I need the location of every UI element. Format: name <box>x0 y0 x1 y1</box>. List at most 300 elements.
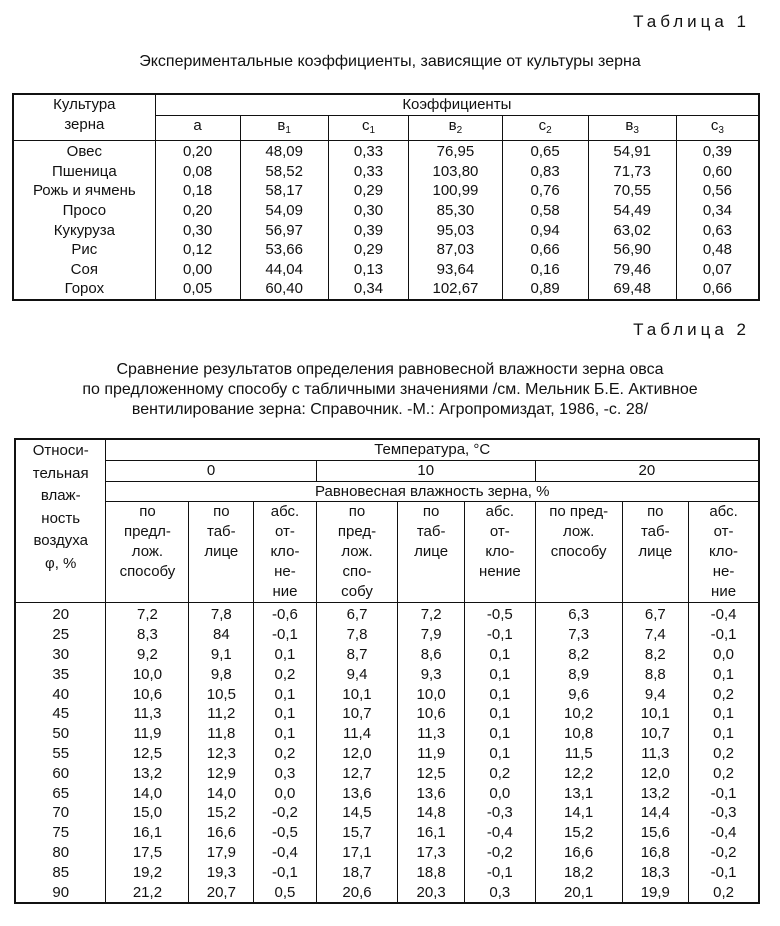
coef-col-subscript: 3 <box>718 124 724 136</box>
moisture-cell: 10,6 <box>398 704 465 724</box>
moisture-cell: -0,2 <box>254 803 317 823</box>
humidity-cell: 70 <box>15 803 106 823</box>
table1-caption: Таблица 1 <box>633 12 750 31</box>
temperature-value: 20 <box>535 460 759 481</box>
moisture-cell: 6,7 <box>316 603 398 625</box>
table-row <box>15 625 759 645</box>
table2-title-line1: Сравнение результатов определения равновесной влажности зерна овса <box>116 361 664 378</box>
coef-cell: 71,73 <box>588 162 676 182</box>
moisture-cell: 16,1 <box>398 823 465 843</box>
moisture-cell: 15,0 <box>106 803 189 823</box>
subheader-line: абс. <box>270 503 300 521</box>
humidity-cell: 45 <box>15 704 106 724</box>
moisture-cell: 9,4 <box>316 665 398 685</box>
subheader-line: способу <box>119 563 176 581</box>
method-subheader <box>622 502 689 603</box>
subheader-line: по <box>139 503 156 521</box>
moisture-cell: -0,3 <box>464 803 535 823</box>
moisture-cell: 16,8 <box>622 843 689 863</box>
coef-cell: 93,64 <box>409 260 503 280</box>
moisture-cell: 15,2 <box>189 803 254 823</box>
moisture-cell: -0,2 <box>689 843 759 863</box>
coef-cell: 69,48 <box>588 279 676 300</box>
coef-cell: 0,66 <box>676 279 759 300</box>
humidity-cell: 50 <box>15 724 106 744</box>
table-row <box>15 724 759 744</box>
moisture-cell: 19,2 <box>106 863 189 883</box>
method-subheader <box>689 502 759 603</box>
subheader-line: не- <box>712 563 735 581</box>
moisture-cell: 14,0 <box>106 784 189 804</box>
table-row <box>13 240 759 260</box>
moisture-cell: 14,8 <box>398 803 465 823</box>
coef-cell: 54,91 <box>588 141 676 162</box>
moisture-cell: 0,0 <box>464 784 535 804</box>
moisture-cell: 14,4 <box>622 803 689 823</box>
moisture-cell: 9,3 <box>398 665 465 685</box>
moisture-cell: 0,2 <box>464 764 535 784</box>
method-subheader <box>106 502 189 603</box>
subheader-line: по <box>348 503 366 521</box>
coef-cell: 56,97 <box>240 221 328 241</box>
rh-header-line: тельная <box>32 464 89 482</box>
coef-col-subscript: 2 <box>456 124 463 136</box>
coef-cell: 58,52 <box>240 162 328 182</box>
moisture-cell: 12,3 <box>189 744 254 764</box>
moisture-cell: 9,4 <box>622 685 689 705</box>
subheader-line: по <box>422 503 440 521</box>
rh-header-line: ность <box>41 509 81 527</box>
moisture-cell: 10,8 <box>535 724 622 744</box>
moisture-cell: 14,5 <box>316 803 398 823</box>
subheader-line: лож. <box>131 543 164 561</box>
moisture-cell: 10,1 <box>316 685 398 705</box>
moisture-cell: 17,5 <box>106 843 189 863</box>
coef-col-subscript: 3 <box>633 124 639 136</box>
coef-col-subscript: 1 <box>369 124 375 136</box>
coef-cell: 0,83 <box>502 162 588 182</box>
moisture-cell: 8,7 <box>316 645 398 665</box>
coef-cell: 0,30 <box>155 221 240 241</box>
coef-cell: 0,48 <box>676 240 759 260</box>
moisture-cell: 20,7 <box>189 883 254 904</box>
coef-cell: 0,34 <box>676 201 759 221</box>
coef-cell: 0,20 <box>155 141 240 162</box>
humidity-cell: 60 <box>15 764 106 784</box>
subheader-line: лице <box>414 543 449 561</box>
moisture-cell: 10,5 <box>189 685 254 705</box>
rh-header-line: Относи- <box>32 442 89 459</box>
coef-cell: 0,33 <box>328 162 408 182</box>
coef-cell: 79,46 <box>588 260 676 280</box>
moisture-cell: 19,3 <box>189 863 254 883</box>
moisture-comparison-table <box>14 438 760 904</box>
moisture-cell: 8,9 <box>535 665 622 685</box>
moisture-cell: -0,1 <box>464 863 535 883</box>
method-subheader <box>316 502 398 603</box>
coef-cell: 76,95 <box>409 141 503 162</box>
subheader-line: ние <box>272 583 298 601</box>
moisture-cell: 10,0 <box>106 665 189 685</box>
coef-cell: 0,39 <box>676 141 759 162</box>
coef-cell: 0,12 <box>155 240 240 260</box>
table-row <box>15 784 759 804</box>
moisture-cell: 10,1 <box>622 704 689 724</box>
moisture-cell: 0,1 <box>464 645 535 665</box>
coef-cell: 102,67 <box>409 279 503 300</box>
moisture-cell: 0,2 <box>254 744 317 764</box>
moisture-cell: 8,8 <box>622 665 689 685</box>
moisture-cell: 16,6 <box>189 823 254 843</box>
moisture-cell: 8,2 <box>622 645 689 665</box>
humidity-cell: 35 <box>15 665 106 685</box>
moisture-cell: 12,0 <box>622 764 689 784</box>
moisture-cell: -0,1 <box>689 784 759 804</box>
moisture-cell: 16,6 <box>535 843 622 863</box>
moisture-cell: 0,1 <box>254 685 317 705</box>
moisture-cell: -0,1 <box>689 625 759 645</box>
moisture-cell: -0,4 <box>689 603 759 625</box>
moisture-cell: 15,7 <box>316 823 398 843</box>
moisture-cell: 11,3 <box>106 704 189 724</box>
coef-cell: 0,30 <box>328 201 408 221</box>
moisture-cell: -0,4 <box>464 823 535 843</box>
humidity-cell: 65 <box>15 784 106 804</box>
table-row <box>15 803 759 823</box>
subheader-line: кло- <box>270 543 300 561</box>
method-subheader <box>254 502 317 603</box>
culture-cell: Рис <box>13 240 155 260</box>
moisture-cell: 8,6 <box>398 645 465 665</box>
moisture-cell: 14,1 <box>535 803 622 823</box>
moisture-cell: 12,5 <box>398 764 465 784</box>
subheader-line: абс. <box>485 503 515 521</box>
coefficients-table <box>12 93 760 301</box>
coef-cell: 100,99 <box>409 181 503 201</box>
subheader-line: лице <box>204 543 239 561</box>
coef-cell: 0,63 <box>676 221 759 241</box>
humidity-cell: 80 <box>15 843 106 863</box>
table-row <box>15 764 759 784</box>
subheader-line: кло- <box>709 543 739 561</box>
rh-header-line: влаж- <box>40 487 81 504</box>
coef-cell: 0,76 <box>502 181 588 201</box>
moisture-cell: 11,5 <box>535 744 622 764</box>
moisture-cell: 11,3 <box>398 724 465 744</box>
coef-cell: 0,05 <box>155 279 240 300</box>
moisture-cell: 7,8 <box>316 625 398 645</box>
coef-col-subscript: 1 <box>285 124 291 136</box>
moisture-cell: 11,9 <box>106 724 189 744</box>
moisture-cell: 20,1 <box>535 883 622 904</box>
moisture-cell: 11,9 <box>398 744 465 764</box>
subheader-line: ние <box>711 583 737 601</box>
moisture-cell: 20,3 <box>398 883 465 904</box>
moisture-cell: 18,8 <box>398 863 465 883</box>
culture-cell: Овес <box>13 141 155 162</box>
temperature-value: 0 <box>106 460 316 481</box>
coef-col-header: $в_3$ <box>588 115 676 141</box>
moisture-cell: 10,6 <box>106 685 189 705</box>
table2-title-line3: вентилирование зерна: Справочник. -М.: Агропромиздат, 1986, -с. 28/ <box>131 401 649 418</box>
coef-col-header: a <box>155 115 240 141</box>
table-row <box>15 843 759 863</box>
coef-cell: 54,49 <box>588 201 676 221</box>
method-subheader <box>398 502 465 603</box>
coef-cell: 0,89 <box>502 279 588 300</box>
moisture-cell: 0,1 <box>464 744 535 764</box>
moisture-cell: 6,7 <box>622 603 689 625</box>
coefficients-header: Коэффициенты <box>155 94 759 115</box>
moisture-cell: 20,6 <box>316 883 398 904</box>
moisture-cell: 13,2 <box>622 784 689 804</box>
table-row <box>15 883 759 904</box>
subheader-line: таб- <box>416 523 446 541</box>
moisture-cell: 7,3 <box>535 625 622 645</box>
moisture-cell: 15,6 <box>622 823 689 843</box>
coef-col-header: $с_1$ <box>328 115 408 141</box>
method-subheader <box>464 502 535 603</box>
moisture-cell: 0,2 <box>254 665 317 685</box>
moisture-cell: 0,2 <box>689 744 759 764</box>
moisture-cell: 9,6 <box>535 685 622 705</box>
coef-col-header: $с_3$ <box>676 115 759 141</box>
table2-title-line2: по предложенному способу с табличными значениями /см. Мельник Б.Е. Активное <box>82 381 698 398</box>
moisture-cell: 13,2 <box>106 764 189 784</box>
table-row <box>13 141 759 162</box>
humidity-cell: 55 <box>15 744 106 764</box>
moisture-cell: 10,7 <box>316 704 398 724</box>
coef-cell: 0,29 <box>328 181 408 201</box>
moisture-cell: 12,5 <box>106 744 189 764</box>
moisture-cell: 7,8 <box>189 603 254 625</box>
culture-cell: Просо <box>13 201 155 221</box>
subheader-line: от- <box>275 523 295 541</box>
moisture-cell: -0,4 <box>689 823 759 843</box>
moisture-cell: 18,2 <box>535 863 622 883</box>
humidity-cell: 40 <box>15 685 106 705</box>
moisture-cell: -0,4 <box>254 843 317 863</box>
moisture-cell: 7,2 <box>398 603 465 625</box>
coef-cell: 0,13 <box>328 260 408 280</box>
coef-cell: 0,65 <box>502 141 588 162</box>
coef-cell: 0,94 <box>502 221 588 241</box>
temperature-value: 10 <box>316 460 535 481</box>
table-row <box>13 221 759 241</box>
table-row <box>13 201 759 221</box>
moisture-cell: 0,1 <box>689 665 759 685</box>
moisture-cell: -0,1 <box>689 863 759 883</box>
moisture-cell: 0,3 <box>464 883 535 904</box>
moisture-cell: 9,8 <box>189 665 254 685</box>
table-row <box>15 744 759 764</box>
culture-cell: Горох <box>13 279 155 300</box>
moisture-cell: -0,1 <box>254 625 317 645</box>
coef-cell: 0,56 <box>676 181 759 201</box>
coef-cell: 0,00 <box>155 260 240 280</box>
coef-cell: 0,07 <box>676 260 759 280</box>
moisture-cell: 9,2 <box>106 645 189 665</box>
moisture-cell: -0,5 <box>464 603 535 625</box>
subheader-line: кло- <box>485 543 515 561</box>
subheader-line: нение <box>479 563 521 581</box>
subheader-line: лице <box>638 543 673 561</box>
table1-title: Экспериментальные коэффициенты, зависящие от культуры зерна <box>139 53 641 70</box>
method-subheader <box>189 502 254 603</box>
humidity-cell: 25 <box>15 625 106 645</box>
moisture-cell: 18,7 <box>316 863 398 883</box>
moisture-cell: -0,2 <box>464 843 535 863</box>
coef-cell: 0,39 <box>328 221 408 241</box>
moisture-cell: 0,2 <box>689 764 759 784</box>
subheader-line: таб- <box>640 523 670 541</box>
coef-col-header: $в_1$ <box>240 115 328 141</box>
moisture-cell: 12,0 <box>316 744 398 764</box>
coef-cell: 63,02 <box>588 221 676 241</box>
moisture-cell: 0,1 <box>464 685 535 705</box>
moisture-cell: -0,1 <box>464 625 535 645</box>
coef-cell: 44,04 <box>240 260 328 280</box>
moisture-cell: 11,4 <box>316 724 398 744</box>
moisture-cell: 11,3 <box>622 744 689 764</box>
coef-cell: 53,66 <box>240 240 328 260</box>
moisture-cell: 10,0 <box>398 685 465 705</box>
moisture-cell: -0,1 <box>254 863 317 883</box>
moisture-cell: 17,9 <box>189 843 254 863</box>
moisture-cell: 84 <box>189 625 254 645</box>
coef-cell: 0,29 <box>328 240 408 260</box>
coef-cell: 60,40 <box>240 279 328 300</box>
humidity-cell: 90 <box>15 883 106 904</box>
table-row <box>15 645 759 665</box>
moisture-cell: -0,5 <box>254 823 317 843</box>
moisture-cell: 15,2 <box>535 823 622 843</box>
coef-cell: 95,03 <box>409 221 503 241</box>
culture-header-line1: Культура <box>53 96 116 113</box>
moisture-cell: 11,8 <box>189 724 254 744</box>
coef-col-header: $с_2$ <box>502 115 588 141</box>
moisture-cell: 0,5 <box>254 883 317 904</box>
table-row <box>15 685 759 705</box>
moisture-cell: 7,2 <box>106 603 189 625</box>
coef-cell: 0,60 <box>676 162 759 182</box>
culture-cell: Соя <box>13 260 155 280</box>
coef-col-header: $в_2$ <box>409 115 503 141</box>
table-row <box>13 260 759 280</box>
moisture-cell: 17,1 <box>316 843 398 863</box>
moisture-cell: 7,4 <box>622 625 689 645</box>
rh-header-line: φ, % <box>45 554 77 572</box>
moisture-cell: 0,1 <box>254 645 317 665</box>
coef-cell: 0,58 <box>502 201 588 221</box>
subheader-line: от- <box>489 523 510 541</box>
coef-cell: 0,08 <box>155 162 240 182</box>
coef-cell: 54,09 <box>240 201 328 221</box>
coef-cell: 103,80 <box>409 162 503 182</box>
moisture-cell: -0,6 <box>254 603 317 625</box>
moisture-cell: 0,2 <box>689 883 759 904</box>
subheader-line: способу <box>550 543 607 561</box>
moisture-cell: 0,1 <box>464 704 535 724</box>
coef-cell: 70,55 <box>588 181 676 201</box>
moisture-cell: 13,6 <box>398 784 465 804</box>
coef-cell: 0,18 <box>155 181 240 201</box>
coef-cell: 0,66 <box>502 240 588 260</box>
humidity-cell: 75 <box>15 823 106 843</box>
subheader-line: абс. <box>709 503 738 521</box>
moisture-cell: 0,3 <box>254 764 317 784</box>
moisture-cell: 0,1 <box>689 724 759 744</box>
moisture-cell: -0,3 <box>689 803 759 823</box>
moisture-cell: 0,1 <box>689 704 759 724</box>
humidity-cell: 20 <box>15 603 106 625</box>
equilibrium-moisture-header: Равновесная влажность зерна, % <box>106 481 759 502</box>
relative-humidity-header <box>15 439 106 603</box>
moisture-cell: 17,3 <box>398 843 465 863</box>
coef-cell: 56,90 <box>588 240 676 260</box>
culture-header <box>13 94 155 141</box>
coef-cell: 87,03 <box>409 240 503 260</box>
culture-cell: Рожь и ячмень <box>13 181 155 201</box>
moisture-cell: 11,2 <box>189 704 254 724</box>
moisture-cell: 21,2 <box>106 883 189 904</box>
subheader-line: от- <box>713 523 734 541</box>
coef-cell: 48,09 <box>240 141 328 162</box>
table-row <box>13 162 759 182</box>
coef-cell: 0,16 <box>502 260 588 280</box>
moisture-cell: 0,1 <box>464 665 535 685</box>
moisture-cell: 18,3 <box>622 863 689 883</box>
culture-header-line2: зерна <box>64 116 105 133</box>
moisture-cell: 12,7 <box>316 764 398 784</box>
moisture-cell: 6,3 <box>535 603 622 625</box>
subheader-line: по пред- <box>549 503 609 521</box>
subheader-line: лож. <box>341 543 373 561</box>
moisture-cell: 7,9 <box>398 625 465 645</box>
table2-caption: Таблица 2 <box>633 320 750 339</box>
moisture-cell: 16,1 <box>106 823 189 843</box>
moisture-cell: 14,0 <box>189 784 254 804</box>
moisture-cell: 8,3 <box>106 625 189 645</box>
subheader-line: лож. <box>563 523 595 541</box>
moisture-cell: 13,6 <box>316 784 398 804</box>
coef-cell: 0,34 <box>328 279 408 300</box>
coef-cell: 0,33 <box>328 141 408 162</box>
table-row <box>13 279 759 300</box>
subheader-line: не- <box>274 563 296 581</box>
moisture-cell: 19,9 <box>622 883 689 904</box>
coef-cell: 58,17 <box>240 181 328 201</box>
subheader-line: предл- <box>123 523 171 541</box>
humidity-cell: 30 <box>15 645 106 665</box>
moisture-cell: 0,1 <box>464 724 535 744</box>
moisture-cell: 8,2 <box>535 645 622 665</box>
temperature-header: Температура, °С <box>106 439 759 460</box>
humidity-cell: 85 <box>15 863 106 883</box>
table-row <box>15 863 759 883</box>
subheader-line: по <box>647 503 664 521</box>
moisture-cell: 0,0 <box>689 645 759 665</box>
moisture-cell: 0,1 <box>254 704 317 724</box>
moisture-cell: 13,1 <box>535 784 622 804</box>
moisture-cell: 12,2 <box>535 764 622 784</box>
moisture-cell: 0,2 <box>689 685 759 705</box>
moisture-cell: 10,7 <box>622 724 689 744</box>
table-row <box>13 181 759 201</box>
subheader-line: таб- <box>207 523 236 541</box>
coef-col-subscript: 2 <box>546 124 552 136</box>
table-row <box>15 603 759 625</box>
